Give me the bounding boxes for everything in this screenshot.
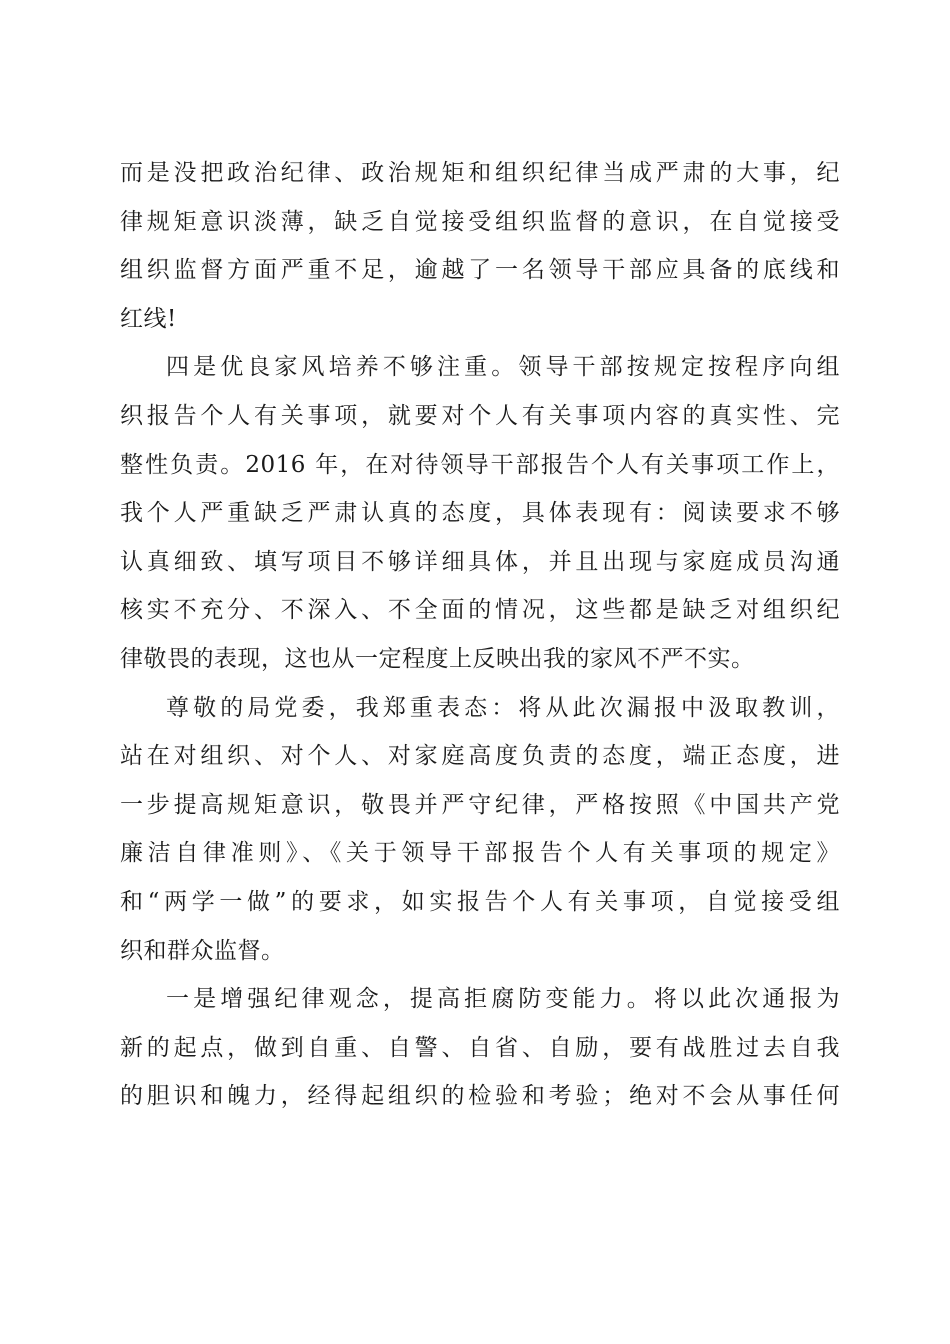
text-line: 一步提高规矩意识，敬畏并严守纪律，严格按照《中国共产党	[120, 791, 840, 818]
text-line: 整性负责。2016 年，在对待领导干部报告个人有关事项工作上，	[120, 451, 840, 478]
text-line: 律敬畏的表现，这也从一定程度上反映出我的家风不严不实。	[120, 645, 755, 672]
document-body	[120, 149, 840, 1121]
text-line: 红线!	[120, 305, 177, 332]
text-line: 新的起点，做到自重、自警、自省、自励，要有战胜过去自我	[120, 1034, 840, 1061]
text-line: 廉洁自律准则》、《关于领导干部报告个人有关事项的规定》	[120, 840, 840, 867]
text-line: 的胆识和魄力，经得起组织的检验和考验；绝对不会从事任何	[120, 1083, 840, 1110]
text-line: 组织监督方面严重不足，逾越了一名领导干部应具备的底线和	[120, 257, 840, 284]
text-line: 和“两学一做”的要求，如实报告个人有关事项，自觉接受组	[120, 888, 840, 915]
text-line: 认真细致、填写项目不够详细具体，并且出现与家庭成员沟通	[120, 548, 840, 575]
paragraph-first-line: 四是优良家风培养不够注重。领导干部按规定按程序向组	[166, 354, 840, 381]
text-line: 织和群众监督。	[120, 937, 285, 964]
paragraph-first-line: 一是增强纪律观念，提高拒腐防变能力。将以此次通报为	[166, 986, 840, 1013]
paragraph-first-line: 尊敬的局党委，我郑重表态：将从此次漏报中汲取教训，	[166, 694, 840, 721]
text-line: 我个人严重缺乏严肃认真的态度，具体表现有：阅读要求不够	[120, 500, 840, 527]
text-line: 律规矩意识淡薄，缺乏自觉接受组织监督的意识，在自觉接受	[120, 208, 840, 235]
text-line: 站在对组织、对个人、对家庭高度负责的态度，端正态度，进	[120, 743, 840, 770]
text-line: 而是没把政治纪律、政治规矩和组织纪律当成严肃的大事，纪	[120, 160, 840, 186]
text-line: 核实不充分、不深入、不全面的情况，这些都是缺乏对组织纪	[120, 597, 840, 624]
text-line: 织报告个人有关事项，就要对个人有关事项内容的真实性、完	[120, 402, 840, 429]
